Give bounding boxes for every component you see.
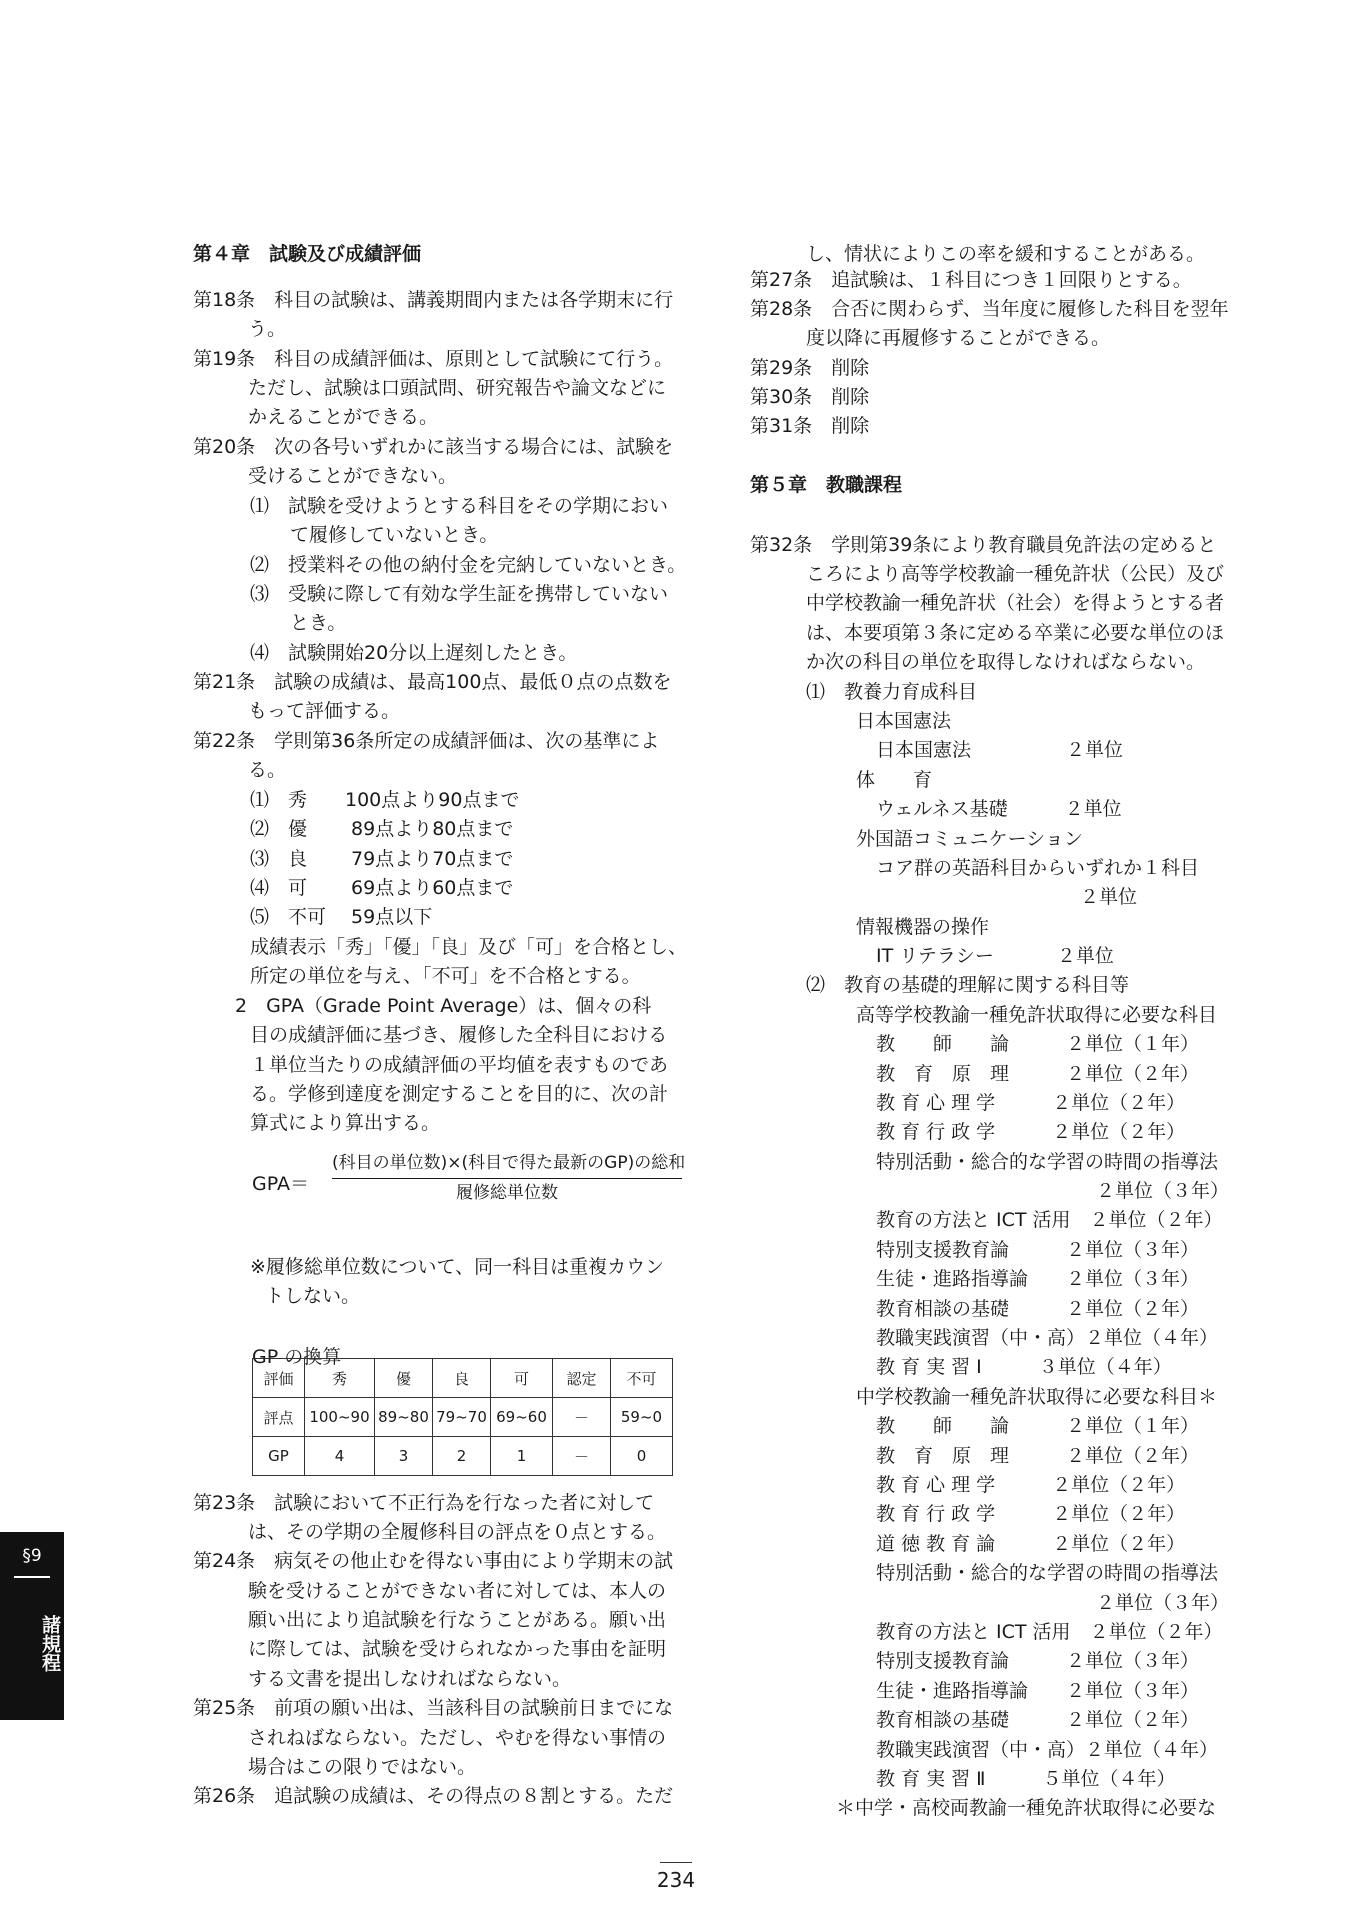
text-line: は、本要項第３条に定める卒業に必要な単位のほ [806, 622, 1225, 644]
text-line: 中学校教諭一種免許状（社会）を得ようとする者 [806, 592, 1225, 614]
text-line: 第24条 病気その他止むを得ない事由により学期末の試 [193, 1550, 674, 1572]
table-cell: 100~90 [305, 1398, 375, 1437]
text-line: トしない。 [265, 1285, 361, 1307]
text-line: 目の成績評価に基づき、履修した全科目における [250, 1024, 668, 1046]
table-row-header: 評点 [253, 1398, 305, 1437]
text-line: 第25条 前項の願い出は、当該科目の試験前日までにな [193, 1697, 674, 1719]
section-label: 諸規程 [39, 1614, 61, 1672]
text-line: 第18条 科目の試験は、講義期間内または各学期末に行 [193, 289, 674, 311]
text-line: 教職実践演習（中・高）２単位（４年） [876, 1327, 1219, 1349]
text-line: ⑵ 教育の基礎的理解に関する科目等 [806, 974, 1130, 996]
text-line: ⑴ 試験を受けようとする科目をその学期におい [250, 495, 669, 517]
formula-fraction [332, 1150, 686, 1207]
text-line: ２単位 [1080, 886, 1138, 908]
text-line: 第23条 試験において不正行為を行なった者に対して [193, 1492, 655, 1514]
formula-denominator: 履修総単位数 [456, 1183, 558, 1203]
page-number-rule [660, 1862, 692, 1863]
text-line: 教 育 実 習 Ⅰ ３単位（４年） [876, 1356, 1172, 1378]
text-line: 教 師 論 ２単位（１年） [876, 1415, 1200, 1437]
text-line: ２単位（３年） [1096, 1180, 1230, 1202]
page-number: 234 [656, 1868, 696, 1892]
table-cell: 89~80 [375, 1398, 433, 1437]
text-line: 教育相談の基礎 ２単位（２年） [876, 1298, 1200, 1320]
text-line: とき。 [290, 612, 347, 634]
gp-conversion-table [252, 1358, 673, 1476]
text-line: ⑶ 良 79点より70点まで [250, 848, 514, 870]
text-line: 教 育 心 理 学 ２単位（２年） [876, 1092, 1186, 1114]
text-line: 第20条 次の各号いずれかに該当する場合には、試験を [193, 436, 674, 458]
text-line: る。 [248, 759, 287, 781]
text-line: 教育の方法と ICT 活用 ２単位（２年） [876, 1209, 1223, 1231]
text-line: 教 育 原 理 ２単位（２年） [876, 1063, 1200, 1085]
table-cell: 可 [491, 1359, 553, 1398]
table-row [253, 1398, 673, 1437]
table-row [253, 1437, 673, 1476]
text-line: 特別支援教育論 ２単位（３年） [876, 1239, 1200, 1261]
text-line: 情報機器の操作 [856, 916, 990, 938]
gpa-formula [252, 1150, 686, 1230]
text-line: 教育の方法と ICT 活用 ２単位（２年） [876, 1621, 1223, 1643]
chapter-heading: 第５章 教職課程 [750, 474, 903, 496]
text-line: 第30条 削除 [750, 386, 870, 408]
text-line: 第32条 学則第39条により教育職員免許法の定めると [750, 534, 1217, 556]
table-cell: 69~60 [491, 1398, 553, 1437]
text-line: る。学修到達度を測定することを目的に、次の計 [250, 1083, 669, 1105]
text-line: 場合はこの限りではない。 [248, 1756, 477, 1778]
text-line: ただし、試験は口頭試問、研究報告や論文などに [248, 377, 667, 399]
text-line: ⑴ 教養力育成科目 [806, 681, 978, 703]
text-line: 中学校教諭一種免許状取得に必要な科目＊ [856, 1386, 1218, 1408]
table-cell: 秀 [305, 1359, 375, 1398]
text-line: 特別活動・総合的な学習の時間の指導法 [876, 1151, 1219, 1173]
text-line: 生徒・進路指導論 ２単位（３年） [876, 1680, 1200, 1702]
text-line: ⑴ 秀 100点より90点まで [250, 789, 520, 811]
text-line: 度以降に再履修することができる。 [806, 327, 1111, 349]
text-line: 生徒・進路指導論 ２単位（３年） [876, 1268, 1200, 1290]
text-line: ※履修総単位数について、同一科目は重複カウン [250, 1256, 665, 1278]
table-row-header: GP [253, 1437, 305, 1476]
text-line: ⑸ 不可 59点以下 [250, 906, 433, 928]
text-line: 外国語コミュニケーション [856, 828, 1083, 850]
text-line: 験を受けることができない者に対しては、本人の [248, 1580, 667, 1602]
text-line: ⑶ 受験に際して有効な学生証を携帯していない [250, 583, 669, 605]
text-line: 教 育 心 理 学 ２単位（２年） [876, 1474, 1186, 1496]
table-cell: 59~0 [611, 1398, 673, 1437]
text-line: もって評価する。 [248, 700, 401, 722]
table-cell: 優 [375, 1359, 433, 1398]
text-line: 成績表示「秀」「優」「良」及び「可」を合格とし、 [250, 936, 688, 958]
text-line: う。 [248, 318, 287, 340]
chapter-heading: 第４章 試験及び成績評価 [193, 243, 422, 265]
text-line: する文書を提出しなければならない。 [248, 1668, 572, 1690]
text-line: し、情状によりこの率を緩和することがある。 [806, 243, 1206, 265]
text-line: ⑷ 試験開始20分以上遅刻したとき。 [250, 642, 578, 664]
text-line: かえることができる。 [248, 406, 439, 428]
text-line: GP の換算 [252, 1346, 342, 1368]
text-line: ＊中学・高校両教諭一種免許状取得に必要な [836, 1797, 1217, 1819]
table-cell: 認定 [553, 1359, 611, 1398]
table-cell: － [553, 1437, 611, 1476]
text-line: 第19条 科目の成績評価は、原則として試験にて行う。 [193, 348, 674, 370]
text-line: 教 師 論 ２単位（１年） [876, 1033, 1200, 1055]
text-line: ⑵ 優 89点より80点まで [250, 818, 514, 840]
text-line: て履修していないとき。 [290, 524, 499, 546]
text-line: されねばならない。ただし、やむを得ない事情の [248, 1727, 667, 1749]
table-cell: 0 [611, 1437, 673, 1476]
text-line: 受けることができない。 [248, 465, 458, 487]
text-line: 日本国憲法 [856, 710, 952, 732]
table-cell: 79~70 [433, 1398, 491, 1437]
text-line: 教 育 行 政 学 ２単位（２年） [876, 1503, 1186, 1525]
text-line: 教 育 行 政 学 ２単位（２年） [876, 1121, 1186, 1143]
text-line: 第28条 合否に関わらず、当年度に履修した科目を翌年 [750, 298, 1229, 320]
text-line: 教職実践演習（中・高）２単位（４年） [876, 1739, 1219, 1761]
text-line: コア群の英語科目からいずれか１科目 [876, 857, 1200, 879]
text-line: 特別活動・総合的な学習の時間の指導法 [876, 1562, 1219, 1584]
formula-lhs: GPA＝ [252, 1173, 309, 1195]
table-cell: 4 [305, 1437, 375, 1476]
text-line: 日本国憲法 ２単位 [876, 739, 1124, 761]
text-line: 教 育 原 理 ２単位（２年） [876, 1445, 1200, 1467]
text-line: １単位当たりの成績評価の平均値を表すものであ [250, 1054, 669, 1076]
text-line: 教 育 実 習 Ⅱ ５単位（４年） [876, 1768, 1176, 1790]
side-tab-divider [14, 1576, 50, 1578]
text-line: 第27条 追試験は、１科目につき１回限りとする。 [750, 269, 1192, 291]
table-row [253, 1359, 673, 1398]
text-line: ころにより高等学校教諭一種免許状（公民）及び [806, 563, 1225, 585]
formula-numerator: (科目の単位数)×(科目で得た最新のGP)の総和 [332, 1153, 686, 1173]
text-line: 教育相談の基礎 ２単位（２年） [876, 1709, 1200, 1731]
table-cell: － [553, 1398, 611, 1437]
text-line: IT リテラシー ２単位 [876, 945, 1114, 967]
text-line: ２単位（３年） [1096, 1592, 1230, 1614]
text-line: 算式により算出する。 [250, 1112, 441, 1134]
text-line: ⑷ 可 69点より60点まで [250, 877, 514, 899]
table-cell: 1 [491, 1437, 553, 1476]
text-line: 所定の単位を与え、「不可」を不合格とする。 [250, 965, 641, 987]
text-line: 第22条 学則第36条所定の成績評価は、次の基準によ [193, 730, 660, 752]
text-line: か次の科目の単位を取得しなければならない。 [806, 651, 1206, 673]
text-line: に際しては、試験を受けられなかった事由を証明 [248, 1638, 667, 1660]
text-line: 願い出により追試験を行なうことがある。願い出 [248, 1609, 667, 1631]
section-number: §9 [22, 1546, 42, 1566]
text-line: 2 GPA（Grade Point Average）は、個々の科 [235, 995, 652, 1017]
table-cell: 良 [433, 1359, 491, 1398]
text-line: ウェルネス基礎 ２単位 [876, 798, 1122, 820]
section-side-tab [0, 1532, 64, 1720]
table-cell: 不可 [611, 1359, 673, 1398]
table-row-header: 評価 [253, 1359, 305, 1398]
text-line: は、その学期の全履修科目の評点を０点とする。 [248, 1521, 667, 1543]
text-line: 体 育 [856, 769, 933, 791]
table-cell: 2 [433, 1437, 491, 1476]
text-line: 第29条 削除 [750, 357, 870, 379]
text-line: 高等学校教諭一種免許状取得に必要な科目 [856, 1004, 1218, 1026]
text-line: 第21条 試験の成績は、最高100点、最低０点の点数を [193, 671, 672, 693]
text-line: 特別支援教育論 ２単位（３年） [876, 1650, 1200, 1672]
text-line: ⑵ 授業料その他の納付金を完納していないとき。 [250, 554, 687, 576]
fraction-bar [332, 1178, 682, 1179]
table-cell: 3 [375, 1437, 433, 1476]
text-line: 第31条 削除 [750, 415, 870, 437]
text-line: 道 徳 教 育 論 ２単位（２年） [876, 1533, 1186, 1555]
text-line: 第26条 追試験の成績は、その得点の８割とする。ただ [193, 1785, 674, 1807]
